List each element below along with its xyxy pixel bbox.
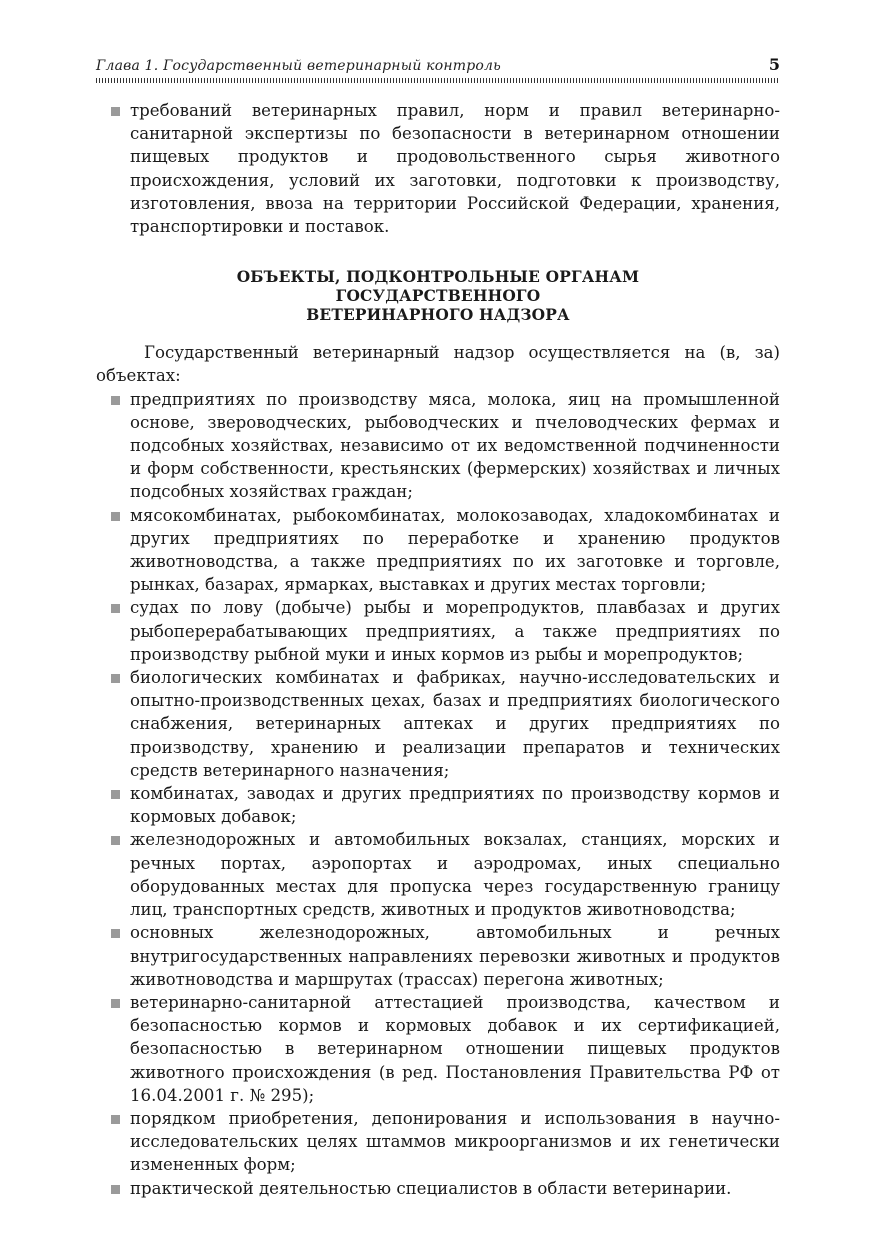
section-heading [96, 268, 780, 325]
list-item-text: биологических комбинатах и фабриках, научно-исследовательских и опытно-производственных цехах, базах и предприятиях биологического снабжения, ветеринарных аптеках и других предприятиях по производству, хранению и реализации препаратов и технических средств ветеринарного назначения; [130, 668, 780, 780]
heading-line: ОБЪЕКТЫ, ПОДКОНТРОЛЬНЫЕ ОРГАНАМ [236, 268, 640, 287]
list-item [96, 921, 780, 991]
list-item [96, 596, 780, 666]
square-bullet-icon [111, 1115, 120, 1124]
square-bullet-icon [111, 836, 120, 845]
list-item [96, 666, 780, 782]
header-rule [96, 78, 780, 83]
list-item [96, 1107, 780, 1177]
list-item [96, 828, 780, 921]
heading-line: ГОСУДАРСТВЕННОГО [335, 287, 541, 306]
list-item [96, 1177, 780, 1200]
list-item [96, 991, 780, 1107]
square-bullet-icon [111, 999, 120, 1008]
list-item-text: судах по лову (добыче) рыбы и морепродуктов, плавбазах и других рыбоперерабатывающих предприятиях, а также предприятиях по производству рыбной муки и иных кормов из рыбы и морепродуктов; [130, 598, 780, 664]
list-item-text: порядком приобретения, депонирования и использования в научно-исследовательских целях штаммов микроорганизмов и их генетически измененных форм; [130, 1108, 780, 1175]
list-item-text: ветеринарно-санитарной аттестацией производства, качеством и безопасностью кормов и кормовых добавок и их сертификацией, безопасностью в ветеринарном отношении пищевых продуктов животного происхождения (в ред. Постановления Правительства РФ от 16.04.2001 г. № 295); [130, 992, 780, 1105]
list-item [96, 388, 780, 504]
list-item-text: основных железнодорожных, автомобильных и речных внутригосударственных направлениях перевозки животных и продуктов животноводства и маршрутах (трассах) перегона животных; [130, 923, 780, 989]
list-item-text: комбинатах, заводах и других предприятиях по производству кормов и кормовых добавок; [130, 784, 780, 827]
list-item-text: мясокомбинатах, рыбокомбинатах, молокозаводах, хладокомбинатах и других предприятиях по переработке и хранению продуктов животноводства, а также предприятиях по их заготовке и торговле, рынках, базарах, ярмарках, выставках и других местах торговли; [130, 505, 780, 595]
document-page [96, 50, 780, 1200]
list-item [96, 782, 780, 828]
square-bullet-icon [111, 604, 120, 613]
running-header [96, 50, 780, 74]
list-item-text: требований ветеринарных правил, норм и правил ветеринарно-санитарной экспертизы по безопасности в ветеринарном отношении пищевых продуктов и продовольственного сырья животного происхождения, условий их заготовки, подготовки к производству, изготовления, ввоза на территории Российской Федерации, хранения, транспортировки и поставок. [130, 101, 780, 237]
heading-line: ВЕТЕРИНАРНОГО НАДЗОРА [306, 306, 570, 325]
square-bullet-icon [111, 929, 120, 938]
square-bullet-icon [111, 790, 120, 799]
square-bullet-icon [111, 512, 120, 521]
list-item-text: практической деятельностью специалистов в области ветеринарии. [130, 1178, 732, 1198]
list-item-text: предприятиях по производству мяса, молока, яиц на промышленной основе, звероводческих, рыбоводческих и пчеловодческих фермах и подсобных хозяйствах, независимо от их ведомственной подчиненности и форм собственности, крестьянских (фермерских) хозяйствах и личных подсобных хозяйствах граждан; [130, 389, 780, 502]
list-item [96, 504, 780, 597]
intro-paragraph: Государственный ветеринарный надзор осуществляется на (в, за) объектах: [96, 343, 780, 386]
list-item-text: железнодорожных и автомобильных вокзалах, станциях, морских и речных портах, аэропортах и аэродромах, иных специально оборудованных местах для пропуска через государственную границу лиц, транспортных средств, животных и продуктов животноводства; [130, 830, 780, 920]
list-item [96, 99, 780, 238]
square-bullet-icon [111, 674, 120, 683]
objects-list [96, 388, 780, 1200]
square-bullet-icon [111, 1185, 120, 1194]
running-title: Глава 1. Государственный ветеринарный контроль [96, 58, 501, 74]
page-number: 5 [768, 55, 780, 74]
square-bullet-icon [111, 396, 120, 405]
square-bullet-icon [111, 107, 120, 116]
body-text [96, 99, 780, 1200]
